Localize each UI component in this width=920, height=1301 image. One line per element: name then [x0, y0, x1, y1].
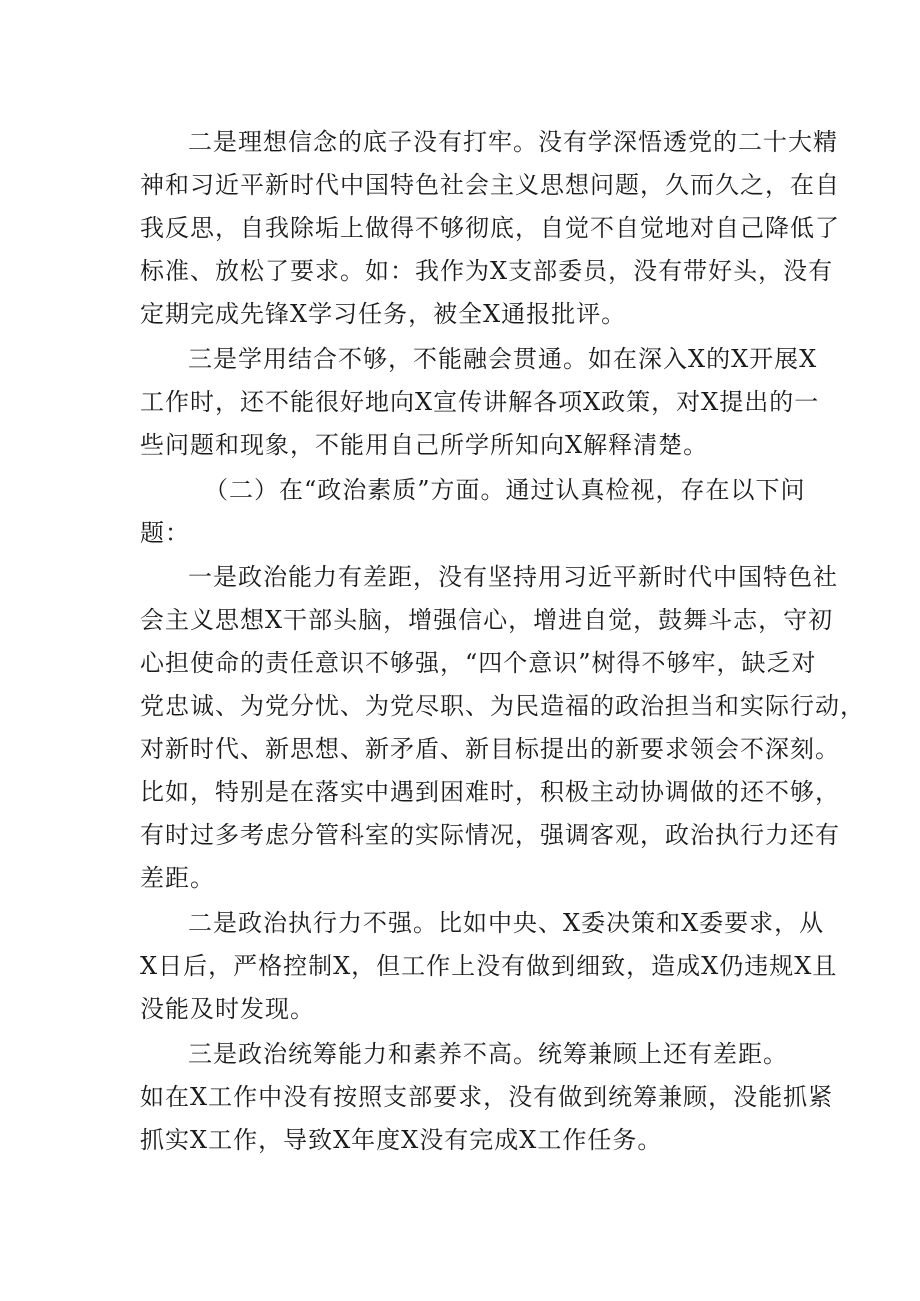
text-line: 标准、放松了要求。如：我作为X支部委员，没有带好头，没有 — [140, 257, 834, 285]
text-line: 我反思，自我除垢上做得不够彻底，自觉不自觉地对自己降低了 — [140, 214, 840, 242]
text-line: X日后，严格控制X，但工作上没有做到细致，造成X仍违规X且 — [140, 952, 838, 980]
text-line: 神和习近平新时代中国特色社会主义思想问题，久而久之，在自 — [140, 171, 840, 199]
text-line: 一是政治能力有差距，没有坚持用习近平新时代中国特色社 — [188, 563, 838, 591]
text-line: 三是政治统筹能力和素养不高。统筹兼顾上还有差距。 — [188, 1040, 788, 1068]
text-line: 对新时代、新思想、新矛盾、新目标提出的新要求领会不深刻。 — [140, 735, 840, 763]
text-line: 些问题和现象，不能用自己所学所知向X解释清楚。 — [140, 431, 709, 459]
text-line: 抓实X工作，导致X年度X没有完成X工作任务。 — [140, 1126, 663, 1154]
text-line: 题： — [140, 519, 190, 547]
text-line: 二是政治执行力不强。比如中央、X委决策和X委要求，从 — [188, 909, 825, 937]
text-line: 二是理想信念的底子没有打牢。没有学深悟透党的二十大精 — [188, 128, 838, 156]
text-line: 没能及时发现。 — [140, 995, 315, 1023]
text-line: 有时过多考虑分管科室的实际情况，强调客观，政治执行力还有 — [140, 821, 840, 849]
text-line: 定期完成先锋X学习任务，被全X通报批评。 — [140, 300, 627, 328]
text-line: 党忠诚、为党分忧、为党尽职、为民造福的政治担当和实际行动， — [140, 692, 865, 720]
text-line: 比如，特别是在落实中遇到困难时，积极主动协调做的还不够， — [140, 778, 840, 806]
text-line: 三是学用结合不够，不能融会贯通。如在深入X的X开展X — [188, 345, 818, 373]
text-line: 如在X工作中没有按照支部要求，没有做到统筹兼顾，没能抓紧 — [140, 1083, 834, 1111]
text-line: 差距。 — [140, 864, 215, 892]
text-line: 会主义思想X干部头脑，增强信心，增进自觉，鼓舞斗志，守初 — [140, 606, 834, 634]
text-line: 心担使命的责任意识不够强，“四个意识”树得不够牢，缺乏对 — [140, 649, 817, 677]
text-line: 工作时，还不能很好地向X宣传讲解各项X政策，对X提出的一 — [140, 388, 820, 416]
section-heading: （二）在“政治素质”方面。通过认真检视，存在以下问 — [204, 476, 806, 504]
